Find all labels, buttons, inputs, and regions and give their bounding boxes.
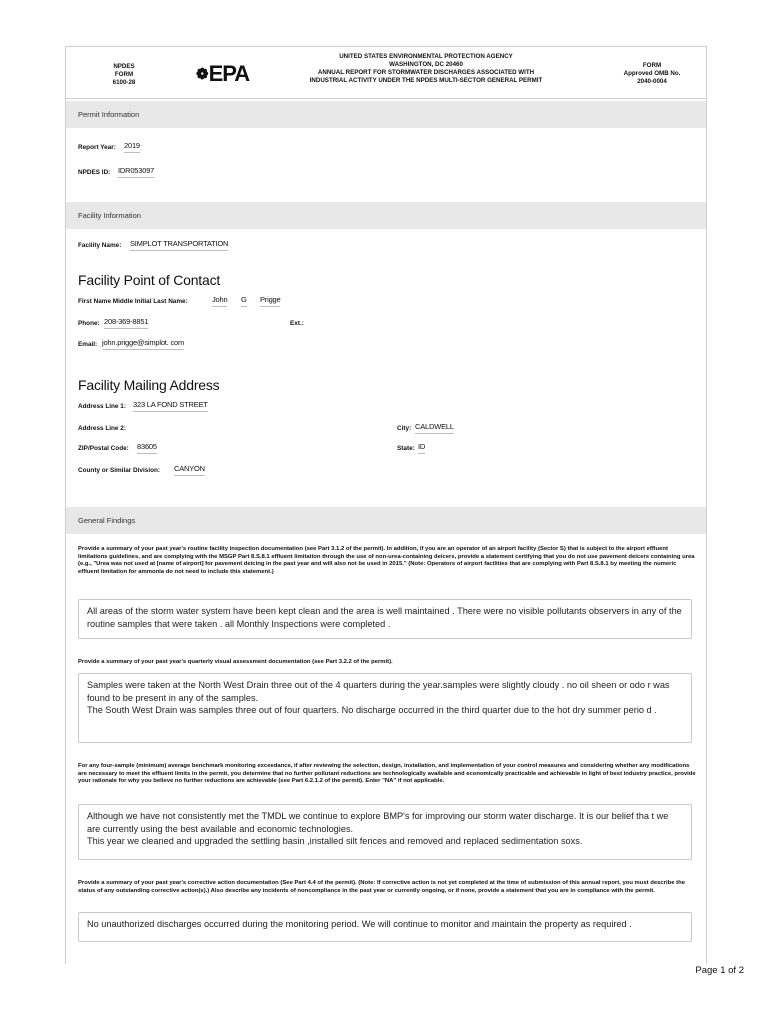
- facility-name-value: SIMPLOT TRANSPORTATION: [130, 239, 228, 251]
- state-value: ID: [418, 442, 425, 454]
- answer-benchmark-exceedance[interactable]: Although we have not consistently met the TMDL we continue to explore BMP's for improving our storm water discharge. It is our belief tha t we are currently using the best available and economic technologies. This year we cleaned and upgraded the settling basin ,installed silt fences and removed and replaced sedimentation soxs.: [78, 804, 692, 860]
- question-quarterly-visual: Provide a summary of your past year's quarterly visual assessment documentation (see Part 3.2.2 of the permit).: [78, 659, 393, 665]
- epa-logo: ❁EPA: [196, 61, 250, 86]
- email-label: Email:: [78, 341, 98, 348]
- npdes-id-label: NPDES ID:: [78, 169, 111, 176]
- contact-heading: Facility Point of Contact: [78, 272, 221, 288]
- contact-first-name: John: [212, 295, 227, 307]
- phone-value: 208-369-8851: [104, 317, 148, 329]
- state-label: State:: [397, 445, 415, 452]
- zip-value: 83605: [137, 442, 157, 454]
- answer-corrective-action[interactable]: No unauthorized discharges occurred during the monitoring period. We will continue to monitor and maintain the property as required .: [78, 912, 692, 942]
- contact-middle-initial: G: [241, 295, 247, 307]
- report-year-value: 2019: [124, 141, 140, 153]
- city-value: CALDWELL: [415, 422, 454, 434]
- ext-label: Ext.:: [290, 320, 304, 327]
- phone-label: Phone:: [78, 320, 100, 327]
- page-number: Page 1 of 2: [695, 965, 744, 976]
- epa-flower-icon: ❁: [196, 66, 208, 83]
- agency-title: UNITED STATES ENVIRONMENTAL PROTECTION AGENCY WASHINGTON, DC 20460 ANNUAL REPORT FOR STORMWATER DISCHARGES ASSOCIATED WITH INDUSTRIAL ACTIVITY UNDER THE NPDES MULTI-SECTOR GENERAL PERMIT: [309, 53, 543, 84]
- county-value: CANYON: [174, 464, 205, 476]
- section-facility-information: Facility Information: [66, 202, 706, 229]
- npdes-id-value: IDR053097: [118, 166, 154, 178]
- contact-names-label: First Name Middle Initial Last Name:: [78, 298, 188, 305]
- email-value: john.prigge@simplot. com: [102, 338, 184, 350]
- city-label: City:: [397, 425, 412, 432]
- answer-quarterly-visual[interactable]: Samples were taken at the North West Drain three out of the 4 quarters during the year.samples were slightly cloudy . no oil sheen or odo r was found to be present in any of the samples. The South West Drain was samples three out of four quarters. No discharge occurred in the third quarter due to the hot dry summer perio d .: [78, 673, 692, 743]
- facility-name-label: Facility Name:: [78, 242, 122, 249]
- mailing-heading: Facility Mailing Address: [78, 377, 220, 393]
- form-number: NPDES FORM 6100-28: [112, 63, 136, 86]
- address-line1-value: 323 LA FOND STREET: [133, 400, 208, 412]
- county-label: County or Similar Division:: [78, 467, 161, 474]
- section-permit-information: Permit Information: [66, 101, 706, 128]
- address-line1-label: Address Line 1:: [78, 403, 126, 410]
- answer-routine-inspection[interactable]: All areas of the storm water system have been kept clean and the area is well maintained . There were no visible pollutants observers in any of the routine samples that were taken . all Monthly Inspections were completed .: [78, 599, 692, 639]
- report-year-label: Report Year:: [78, 144, 116, 151]
- question-routine-inspection: Provide a summary of your past year's routine facility inspection documentation (see Part 3.1.2 of the permit). In addition, if you are an operator of an airport facility (Sector S) that is subject to the airport effluent limitations guidelines, and are complying with the MSGP Part 8.S.8.1 effluent limitation through the use of non-urea-containing deicers, provide a statement certifying that you do not use pavement deicers containing urea (e.g., "Urea was not used at [name of airport] for pavement deicing in the past year and will also not be used in 2015." (Note: Operators of airport facilities that are complying with Part 8.S.8.1 by meeting the numeric effluent limitation for ammonia do not need to include this statement.): [78, 546, 695, 575]
- form-page: [65, 46, 707, 964]
- address-line2-label: Address Line 2:: [78, 425, 126, 432]
- form-header: [66, 47, 706, 99]
- section-general-findings: General Findings: [66, 507, 706, 534]
- omb-approval: FORM Approved OMB No. 2040-0004: [623, 62, 681, 85]
- question-benchmark-exceedance: For any four-sample (minimum) average benchmark monitoring exceedance, if after reviewing the selection, design, installation, and implementation of your control measures and considering whether any modifications are necessary to meet the effluent limits in the permit, you determine that no further pollutant reductions are technologically available and economically practicable and achievable in light of best industry practice, provide your rationale for why you believe no further reductions are achievable (see Part 6.2.1.2 of the permit). Enter "NA" if not applicable.: [78, 763, 696, 785]
- question-corrective-action: Provide a summary of your past year's corrective action documentation (See Part 4.4 of the permit). (Note: If corrective action is not yet completed at the time of submission of this annual report, you must describe the status of any outstanding corrective action(s).) Also describe any incidents of noncompliance in the past year or currently ongoing, or if none, provide a statement that you are in compliance with the permit.: [78, 880, 685, 894]
- contact-last-name: Prigge: [260, 295, 280, 307]
- zip-label: ZIP/Postal Code:: [78, 445, 129, 452]
